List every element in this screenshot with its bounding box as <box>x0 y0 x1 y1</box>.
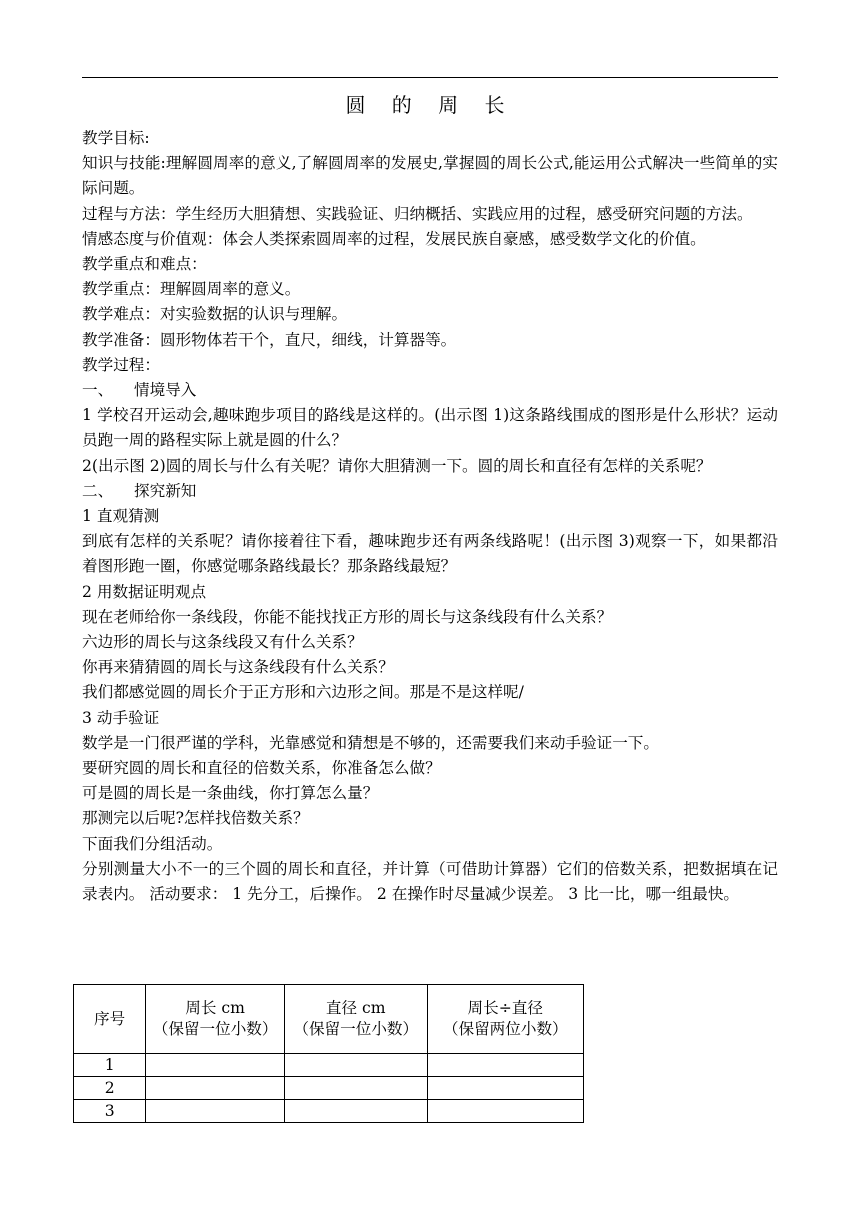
paragraph: 教学重点和难点： <box>82 255 207 274</box>
header-label: 周长 cm <box>185 999 245 1017</box>
paragraph: 那测完以后呢?怎样找倍数关系？ <box>82 809 309 828</box>
paragraph: 1 直观猜测 <box>82 507 160 526</box>
document-body <box>82 126 778 907</box>
paragraph: 你再来猜猜圆的周长与这条线段有什么关系？ <box>82 658 394 677</box>
paragraph: 下面我们分组活动。 <box>82 834 223 853</box>
header-label: 序号 <box>94 1009 126 1028</box>
table-cell: 2 <box>74 1077 146 1100</box>
paragraph: 我们都感觉圆的周长介于正方形和六边形之间。那是不是这样呢/ <box>82 683 524 702</box>
table-header-row <box>74 985 584 1054</box>
table-row <box>74 1100 584 1123</box>
section-marker: 二、 <box>82 481 114 500</box>
paragraph: 教学难点：对实验数据的认识与理解。 <box>82 305 348 324</box>
paragraph: 要研究圆的周长和直径的倍数关系，你准备怎么做？ <box>82 759 441 778</box>
table-cell <box>146 1100 285 1123</box>
table-cell <box>427 1077 583 1100</box>
table-cell <box>146 1077 285 1100</box>
header-label: 周长÷直径 <box>467 999 543 1017</box>
table-cell <box>284 1077 427 1100</box>
section-heading <box>82 378 778 403</box>
table-cell: 3 <box>74 1100 146 1123</box>
table-header-cell <box>146 985 285 1054</box>
paragraph: 1 学校召开运动会,趣味跑步项目的路线是这样的。(出示图 1)这条路线围成的图形是什么形状？运动员跑一周的路程实际上就是圆的什么？ <box>82 406 778 450</box>
paragraph: 六边形的周长与这条线段又有什么关系？ <box>82 633 363 652</box>
header-note: （保留两位小数） <box>442 1020 568 1038</box>
section-heading-text: 探究新知 <box>134 481 197 500</box>
paragraph: 教学重点：理解圆周率的意义。 <box>82 280 301 299</box>
section-marker: 一、 <box>82 381 114 400</box>
header-label: 直径 cm <box>325 999 386 1017</box>
table-cell <box>146 1054 285 1077</box>
paragraph: 3 动手验证 <box>82 708 160 727</box>
section-heading <box>82 479 778 504</box>
header-rule <box>82 77 778 78</box>
table-cell <box>284 1100 427 1123</box>
paragraph: 教学过程： <box>82 355 160 374</box>
table-cell: 1 <box>74 1054 146 1077</box>
paragraph: 过程与方法：学生经历大胆猜想、实践验证、归纳概括、实践应用的过程，感受研究问题的方法。 <box>82 204 753 223</box>
paragraph: 知识与技能:理解圆周率的意义,了解圆周率的发展史,掌握圆的周长公式,能运用公式解决一些简单的实际问题。 <box>82 154 778 198</box>
paragraph: 2(出示图 2)圆的周长与什么有关呢？请你大胆猜测一下。圆的周长和直径有怎样的关系呢？ <box>82 456 712 475</box>
paragraph: 2 用数据证明观点 <box>82 582 207 601</box>
header-note: （保留一位小数） <box>152 1020 278 1038</box>
table-row <box>74 1077 584 1100</box>
table-cell <box>427 1054 583 1077</box>
header-note: （保留一位小数） <box>293 1020 419 1038</box>
paragraph: 教学准备：圆形物体若干个，直尺，细线，计算器等。 <box>82 330 457 349</box>
page-title: 圆 的 周 长 <box>345 93 515 117</box>
table-header-cell <box>427 985 583 1054</box>
section-heading-text: 情境导入 <box>134 381 197 400</box>
paragraph: 现在老师给你一条线段，你能不能找找正方形的周长与这条线段有什么关系？ <box>82 607 613 626</box>
table-cell <box>427 1100 583 1123</box>
record-table <box>73 984 584 1123</box>
table-header-cell <box>74 985 146 1054</box>
table-cell <box>284 1054 427 1077</box>
paragraph: 数学是一门很严谨的学科，光靠感觉和猜想是不够的，还需要我们来动手验证一下。 <box>82 733 659 752</box>
paragraph: 情感态度与价值观：体会人类探索圆周率的过程，发展民族自豪感，感受数学文化的价值。 <box>82 229 706 248</box>
table-header-cell <box>284 985 427 1054</box>
paragraph: 教学目标: <box>82 129 150 147</box>
table-row <box>74 1054 584 1077</box>
paragraph: 分别测量大小不一的三个圆的周长和直径，并计算（可借助计算器）它们的倍数关系，把数据填在记录表内。 活动要求： 1 先分工，后操作。 2 在操作时尽量减少误差。 3 比一比，哪一组最快。 <box>82 859 778 904</box>
paragraph: 可是圆的周长是一条曲线，你打算怎么量？ <box>82 784 379 803</box>
paragraph: 到底有怎样的关系呢？请你接着往下看，趣味跑步还有两条线路呢！(出示图 3)观察一下，如果都沿着图形跑一圈，你感觉哪条路线最长？那条路线最短？ <box>82 532 778 576</box>
